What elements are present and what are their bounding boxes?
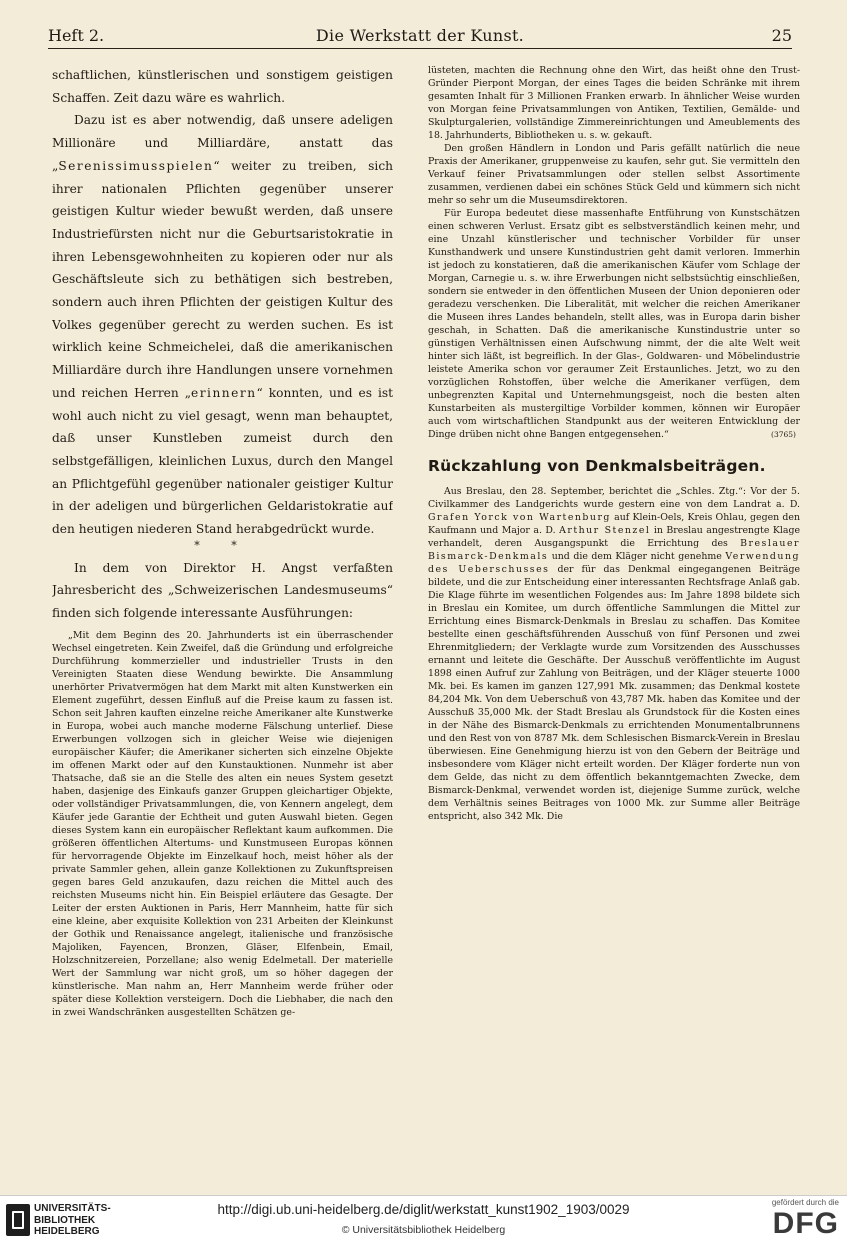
text-run: auf Klein-Oels, Kreis Ohlau, gegen den Kaufmann und Major a. D. [428, 512, 800, 536]
text-run: und die dem Kläger nicht genehme [548, 551, 726, 562]
spaced-emphasis: Breslauer Bismarck-Denkmals [428, 538, 800, 562]
paragraph [428, 207, 800, 441]
text-run: Aus Breslau, den 28. September, berichtet die „Schles. Ztg.“: Vor der 5. Civilkammer des Landgerichts wurde gestern eine von dem Landrat a. D. [428, 486, 800, 510]
logo-line: UNIVERSITÄTS- [34, 1203, 111, 1214]
dfg-logo-icon: DFG [772, 1207, 839, 1240]
spaced-emphasis: Arthur Stenzel [559, 525, 651, 536]
left-column [52, 64, 393, 1174]
text-run: Für Europa bedeutet diese massenhafte Entführung von Kunstschätzen einen schweren Verlust. Ersatz gibt es selbstverständlich keinen mehr, und eine Unzahl künstlerischer und technischer Vorbilder für unser Kunsthandwerk und unsere Kunstindustrien geht damit verloren. Immerhin ist jedoch zu konstatieren, daß die amerikanischen Käufer vom Schlage der Morgan, Carnegie u. s. w. ihre Erwerbungen nicht selbstsüchtig einschließen, sondern sie entweder in den öffentlichen Museen der Union deponieren oder geradezu verschenken. Die Liberalität, mit welcher die reichen Amerikaner die Museen ihres Landes behandeln, stellt alles, was in Europa darin bisher geschah, in Schatten. Daß die amerikanische Kunstindustrie unter so günstigen Verhältnissen einen Aufschwung nimmt, der die alte Welt weit hinter sich läßt, ist begreiflich. In der Glas-, Goldwaren- und Möbelindustrie leistete Amerika schon vor geraumer Zeit Erstaunliches. Jetzt, wo zu den vorzüglichen Rohstoffen, über welche die Amerikaner verfügen, dem unbegrenzten Kapital und Unternehmungsgeist, noch die besten alten Kunstarbeiten als mustergiltige Vorbilder kommen, können wir Europäer auch vom wirtschaftlichen Standpunkt aus der weiteren Entwicklung der Dinge drüben nicht ohne Bangen entgegensehen.“ [428, 208, 800, 440]
text-run: Dazu ist es aber notwendig, daß unsere adeligen Millionäre und Milliardäre, anstatt das „ [52, 113, 393, 173]
article-heading: Rückzahlung von Denkmalsbeiträgen. [428, 457, 766, 475]
logo-line: BIBLIOTHEK [34, 1214, 96, 1226]
paragraph: schaftlichen, künstlerischen und sonstigem geistigen Schaffen. Zeit dazu wäre es wahrlich. [52, 68, 393, 105]
paragraph [428, 485, 800, 823]
spaced-emphasis: Verwendung des Ueberschusses [428, 551, 800, 575]
text-run: “ konnten, und es ist wohl auch nicht zu viel gesagt, wenn man behauptet, daß unser Kunstleben zumeist durch den selbstgefälligen, kleinlichen Luxus, durch den Mangel an Pflichtgefühl gegenüber nationaler geistiger Kultur in der adeligen und bürgerlichen Geldaristokratie auf den heutigen niederen Stand herabgedrückt wurde. [52, 385, 393, 537]
spaced-emphasis: Grafen Yorck von Wartenburg [428, 512, 611, 523]
section-divider-stars: * * [194, 538, 251, 552]
running-title: Die Werkstatt der Kunst. [315, 26, 525, 45]
text-run: der für das Denkmal eingegangenen Beiträge bildete, und die zur Entscheidung einer interessanten Rechtsfrage Anlaß gab. Die Klage führte im wesentlichen Folgendes aus: Im Jahre 1898 bildete sich in Breslau ein Komitee, um durch öffentliche Sammlungen die Mittel zur Errichtung eines Bismarck-Denkmals in Breslau zu schaffen. Das Komitee bestellte einen geschäftsführenden Ausschuß von fünf Personen und zwei Ehrenmitgliedern; der Verklagte wurde zum Vorsitzenden des Ausschusses ernannt und leitete die Geschäfte. Der Ausschuß veröffentlichte im August 1898 einen Aufruf zur Zahlung von Beiträgen, und der Kläger steuerte 1000 Mk. bei. Es kamen im ganzen 127,991 Mk. zusammen; das Denkmal kostete 84,204 Mk. Von dem Ueberschuß von 43,787 Mk. haben das Komitee und der Ausschuß 35,000 Mk. der Stadt Breslau als Grundstock für die Kosten eines in der Nähe des Bismarck-Denkmals zu errichtenden Monumentalbrunnens und den Rest von von 8787 Mk. dem Schlesischen Bismarck-Verein in Breslau überwiesen. Eine Genehmigung hierzu ist von den Gebern der Beiträge und insbesondere vom Kläger nicht erteilt worden. Der Kläger forderte nun von dem Gelde, das nicht zu dem öffentlich bekanntgemachten Zwecke, dem Bismarck-Denkmal, verwendet worden ist, diejenige Summe zurück, welche dem Verhältnis seines Beitrages von 1000 Mk. zur Summe aller Beiträge entspricht, also 342 Mk. Die [428, 564, 800, 822]
paragraph: lüsteten, machten die Rechnung ohne den Wirt, das heißt ohne den Trust-Gründer Pierpont Morgan, der eines Tages die beiden Schränke mit ihrem gesamten Inhalt für 3 Millionen Franken erwarb. In ähnlicher Weise wurden von Morgan feine Privatsammlungen von Antiken, Textilien, Gemälde- und Skulpturgalerien, vollständige Zimmereinrichtungen und Ameublements des 18. Jahrhunderts, Bibliotheken u. s. w. gekauft. [428, 65, 800, 141]
article-code: (3765) [771, 430, 796, 439]
page-header [48, 26, 792, 48]
permalink-url[interactable]: http://digi.ub.uni-heidelberg.de/diglit/werkstatt_kunst1902_1903/0029 [217, 1202, 630, 1217]
spaced-emphasis: erinnern [191, 385, 257, 400]
text-run: “ weiter zu treiben, sich ihrer nationalen Pflichten gegenüber unserer geistigen Kultur wieder bewußt werden, daß unsere Industriefürsten nicht nur die Geburtsaristokratie in ihren Lebensgewohnheiten zu kopieren oder nur als Geschäftsleute sich zu bethätigen sich bestreben, sondern auch ihren Pflichten der geistigen Kultur des Volkes gegenüber gerecht zu werden suchen. Es ist wirklich keine Schmeichelei, daß die amerikanischen Milliardäre durch ihre Handlungen unsere vornehmen und reichen Herren „ [52, 158, 393, 400]
footer-bar [0, 1195, 847, 1246]
copyright-notice: © Universitätsbibliothek Heidelberg [341, 1224, 506, 1236]
paragraph: Den großen Händlern in London und Paris gefällt natürlich die neue Praxis der Amerikaner, gruppenweise zu kaufen, sehr gut. Sie vermitteln den Verkauf feiner Privatsammlungen oder stellen selbst Assortimente zusammen, verdienen dabei ein schönes Stück Geld und kümmern sich nicht mehr so sehr um die Museumsdirektoren. [428, 143, 800, 206]
paragraph [52, 109, 393, 540]
text-run: in Breslau angestrengte Klage verhandelt, deren Ausgangspunkt die Errichtung des [428, 525, 800, 549]
funder-caption: gefördert durch die [771, 1198, 839, 1207]
page-number: 25 [771, 26, 792, 45]
paragraph: In dem von Direktor H. Angst verfaßten Jahresbericht des „Schweizerischen Landesmuseums“ finden sich folgende interessante Ausführungen: [52, 560, 393, 621]
issue-label: Heft 2. [48, 26, 105, 45]
quoted-report: „Mit dem Beginn des 20. Jahrhunderts ist ein überraschender Wechsel eingetreten. Kein Zweifel, daß die Gründung und erfolgreiche Durchführung kommerzieller und industrieller Trusts in den Vereinigten Staaten diese Wendung bewirkte. Die Ansammlung unerhörter Privatvermögen hat dem Markt mit alten Kunstwerken ein Element zugeführt, dessen Einfluß auf die Preise kaum zu fassen ist. Schon seit Jahren kauften einzelne reiche Amerikaner alte Kunstwerke in Europa, wobei auch manche moderne Fälschung unterlief. Diese Erwerbungen vollzogen sich in gleicher Weise wie diejenigen europäischer Käufer; die Amerikaner sicherten sich einzelne Objekte im offenen Markt oder auf den Kunstauktionen. Nunmehr ist aber Thatsache, daß sie an die Stelle des alten ein neues System gesetzt haben, dasjenige des Einkaufs ganzer Gruppen gleichartiger Objekte, oder vollständiger Privatsammlungen, die, von Kennern angelegt, dem Käufer jede Garantie der Echtheit und guten Auswahl bieten. Gegen dieses System kann ein europäischer Reflektant kaum aufkommen. Die größeren öffentlichen Altertums- und Kunstmuseen Europas können für hervorragende Objekte im Einzelkauf hoch, meist höher als der private Sammler gehen, allein ganze Kollektionen zu Zukunftspreisen gegen bares Geld anzukaufen, dazu reichen die Mittel auch des reichsten Museums nicht hin. Ein Beispiel erläutere das Gesagte. Der Leiter der ersten Auktionen in Paris, Herr Mannheim, hatte für sich eine kleine, aber exquisite Kollektion von 231 Arbeiten der Kleinkunst der Gothik und Renaissance angelegt, italienische und französische Majoliken, Fayencen, Bronzen, Gläser, Elfenbein, Email, Holzschnitzereien, Porzellane; also wenig Edelmetall. Der materielle Wert der Sammlung war nicht groß, um so höher dagegen der künstlerische. Man nahm an, Herr Mannheim werde früher oder später diese Kollektion versteigern. Doch die Liebhaber, die nach den in zwei Wandschränken ausgestellten Schätzen ge- [52, 629, 393, 1018]
spaced-emphasis: Serenissimusspielen [58, 158, 214, 173]
right-column [428, 64, 800, 1174]
funder-logo[interactable] [743, 1198, 839, 1242]
header-rule [48, 48, 792, 49]
logo-line: HEIDELBERG [34, 1226, 100, 1237]
